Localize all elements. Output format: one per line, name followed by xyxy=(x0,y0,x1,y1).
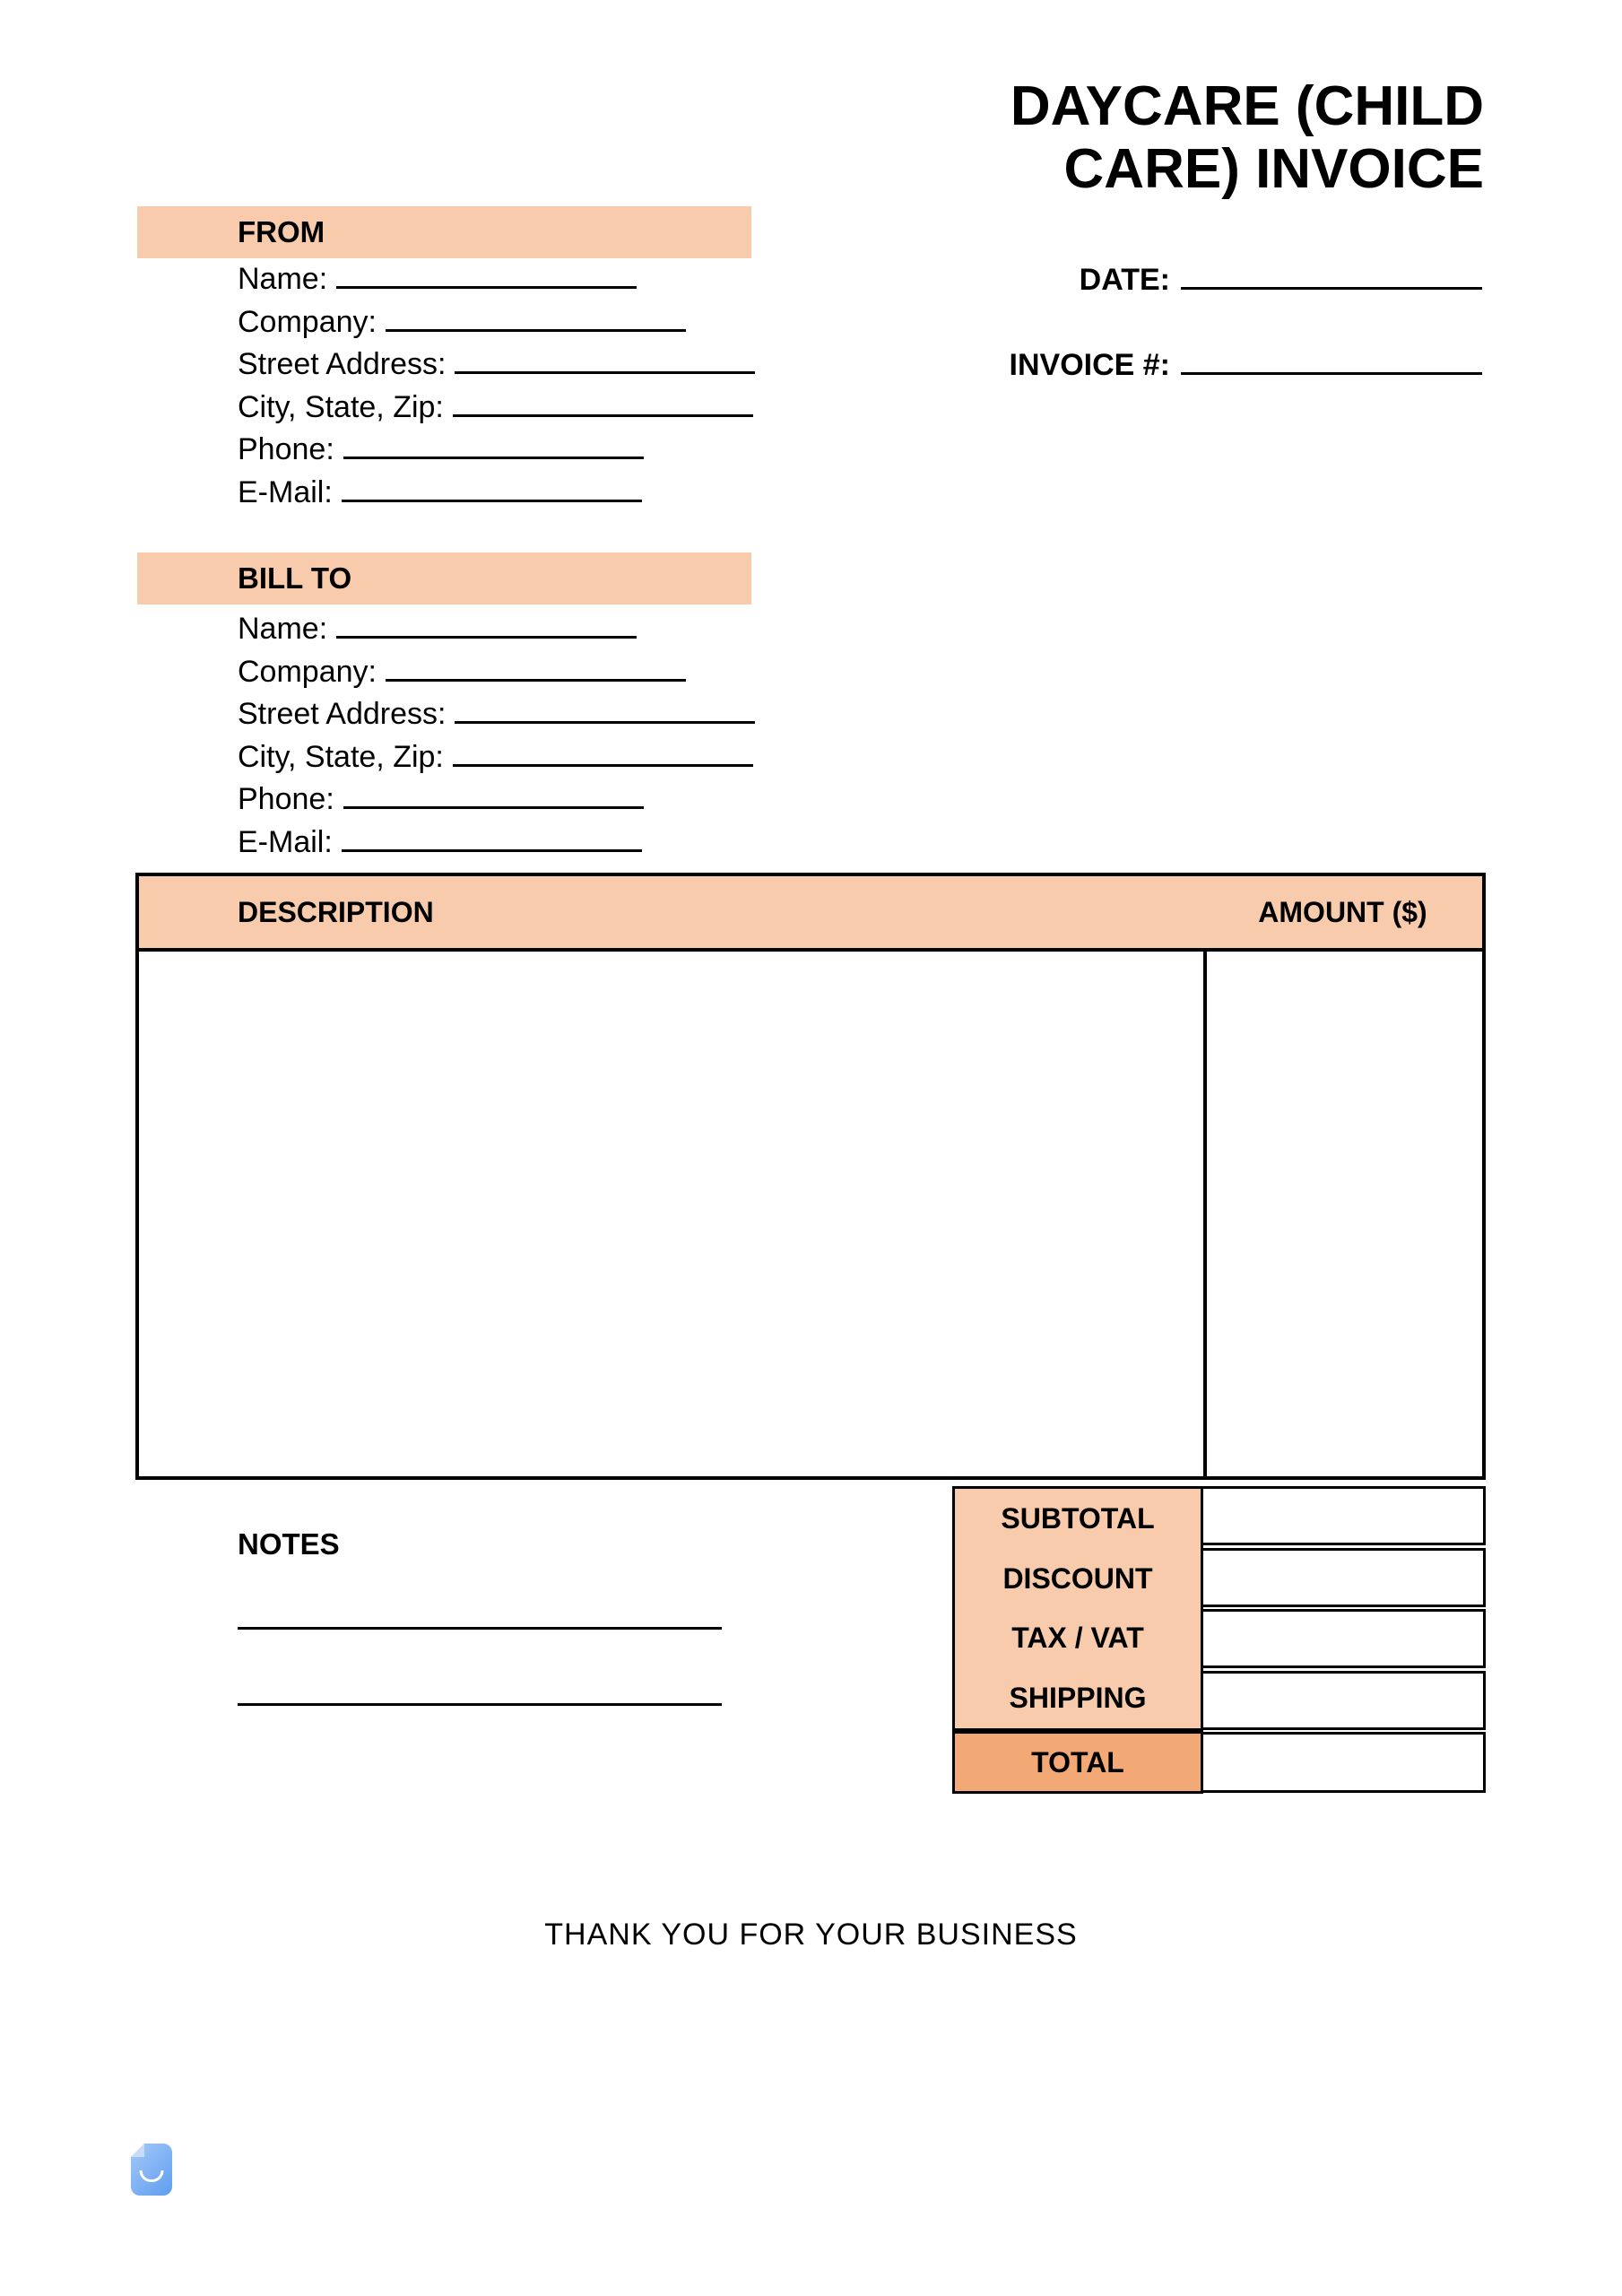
total-label-cell: TOTAL xyxy=(952,1731,1203,1794)
bill-to-company-blank[interactable] xyxy=(386,674,686,682)
items-description-cell[interactable] xyxy=(139,952,1203,1476)
tax-vat-value-cell[interactable] xyxy=(1201,1609,1486,1668)
bill-to-phone-row xyxy=(238,778,811,822)
bill-to-email-blank[interactable] xyxy=(342,845,642,852)
from-section-header-bar xyxy=(137,206,751,258)
bill-to-email-row xyxy=(238,822,811,865)
from-name-blank[interactable] xyxy=(336,282,637,289)
date-blank[interactable] xyxy=(1181,283,1482,290)
subtotal-label: SUBTOTAL xyxy=(1001,1501,1155,1535)
bill-to-phone-label: Phone: xyxy=(238,782,334,817)
from-phone-row xyxy=(238,429,811,472)
items-amount-cell[interactable] xyxy=(1207,952,1482,1476)
discount-value-cell[interactable] xyxy=(1201,1548,1486,1607)
from-email-row xyxy=(238,472,811,515)
bill-to-street-label: Street Address: xyxy=(238,697,447,732)
bill-to-name-label: Name: xyxy=(238,612,328,646)
from-section-title: FROM xyxy=(238,215,325,248)
amount-column-header: AMOUNT ($) xyxy=(1258,895,1427,928)
bill-to-city-blank[interactable] xyxy=(453,760,753,767)
bill-to-street-row xyxy=(238,693,811,736)
notes-title: NOTES xyxy=(238,1527,340,1561)
from-phone-blank[interactable] xyxy=(343,452,644,459)
notes-blank-line-2[interactable] xyxy=(238,1703,722,1706)
page-title-line2: CARE) INVOICE xyxy=(1063,138,1484,200)
invoice-number-blank[interactable] xyxy=(1181,368,1482,375)
from-name-row xyxy=(238,258,811,301)
from-company-row xyxy=(238,301,811,344)
blue-document-smile-logo-icon xyxy=(131,2144,172,2196)
from-email-label: E-Mail: xyxy=(238,474,333,509)
date-label: DATE: xyxy=(1079,263,1170,297)
from-email-blank[interactable] xyxy=(342,495,642,502)
invoice-number-label: INVOICE #: xyxy=(1009,348,1170,382)
bill-to-city-row xyxy=(238,736,811,779)
from-fields xyxy=(238,258,811,515)
bill-to-section-header-bar xyxy=(137,552,751,604)
shipping-label: SHIPPING xyxy=(1009,1682,1147,1715)
bill-to-fields xyxy=(238,608,811,865)
items-table-header xyxy=(135,873,1486,952)
bill-to-section-title: BILL TO xyxy=(238,561,352,595)
bill-to-email-label: E-Mail: xyxy=(238,824,333,859)
from-phone-label: Phone: xyxy=(238,432,334,467)
items-table-body xyxy=(135,952,1486,1480)
from-company-blank[interactable] xyxy=(386,325,686,332)
shipping-value-cell[interactable] xyxy=(1201,1671,1486,1730)
subtotal-value-cell[interactable] xyxy=(1201,1486,1486,1545)
bill-to-street-blank[interactable] xyxy=(455,717,755,724)
date-row xyxy=(1080,259,1482,302)
from-city-row xyxy=(238,387,811,430)
page-title xyxy=(628,75,1484,201)
bill-to-company-label: Company: xyxy=(238,654,377,689)
bill-to-name-blank[interactable] xyxy=(336,631,637,639)
bill-to-company-row xyxy=(238,651,811,694)
invoice-number-row xyxy=(1010,344,1482,387)
thank-you-message: THANK YOU FOR YOUR BUSINESS xyxy=(544,1918,1078,1952)
from-city-label: City, State, Zip: xyxy=(238,389,444,424)
discount-label: DISCOUNT xyxy=(1002,1561,1153,1595)
logo-smile-icon xyxy=(140,2170,164,2182)
tax-vat-label: TAX / VAT xyxy=(1011,1622,1144,1655)
bill-to-city-label: City, State, Zip: xyxy=(238,739,444,774)
from-street-label: Street Address: xyxy=(238,347,447,382)
notes-blank-line-1[interactable] xyxy=(238,1627,722,1630)
from-street-row xyxy=(238,344,811,387)
logo-folded-corner xyxy=(131,2144,144,2157)
from-city-blank[interactable] xyxy=(453,410,753,417)
description-column-header: DESCRIPTION xyxy=(238,895,434,928)
total-value-cell[interactable] xyxy=(1201,1732,1486,1793)
totals-label-column xyxy=(952,1486,1203,1731)
bill-to-phone-blank[interactable] xyxy=(343,802,644,809)
from-company-label: Company: xyxy=(238,304,377,339)
from-name-label: Name: xyxy=(238,262,328,296)
from-street-blank[interactable] xyxy=(455,367,755,374)
page-title-line1: DAYCARE (CHILD xyxy=(1010,75,1484,137)
bill-to-name-row xyxy=(238,608,811,651)
